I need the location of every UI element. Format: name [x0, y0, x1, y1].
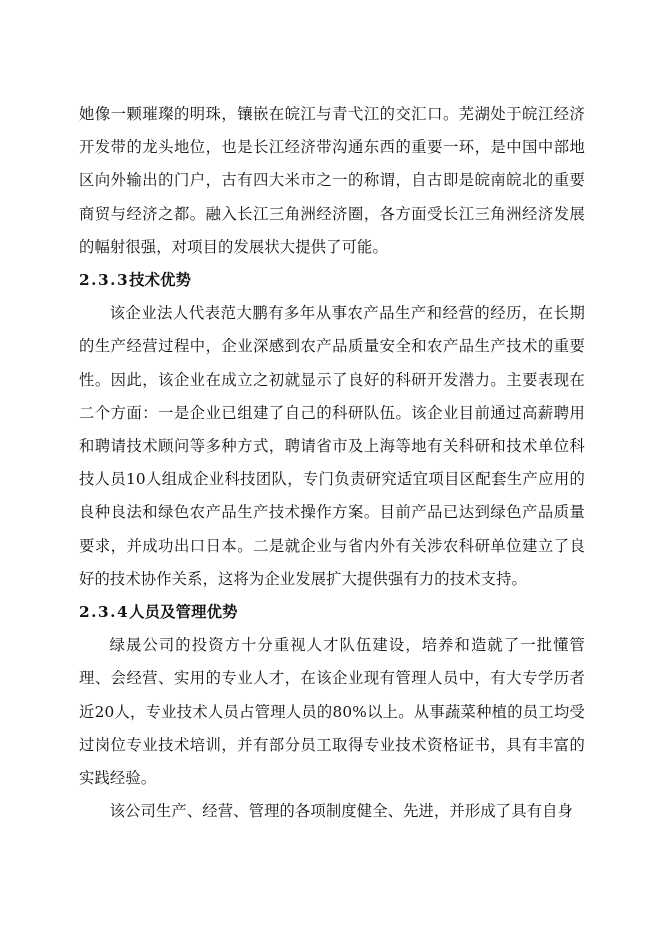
- paragraph-tech-advantage: 该企业法人代表范大鹏有多年从事农产品生产和经营的经历，在长期的生产经营过程中，企业深感到农产品质量安全和农产品生产技术的重要性。因此，该企业在成立之初就显示了良好的科研开发潜力。主要表现在二个方面：一是企业已组建了自己的科研队伍。该企业目前通过高薪聘用和聘请技术顾问等多种方式，聘请省市及上海等地有关科研和技术单位科技人员10人组成企业科技团队，专门负责研究适宜项目区配套生产应用的良种良法和绿色农产品生产技术操作方案。目前产品已达到绿色产品质量要求，并成功出口日本。二是就企业与省内外有关涉农科研单位建立了良好的技术协作关系，这将为企业发展扩大提供强有力的技术支持。: [79, 304, 585, 588]
- paragraph-wuhu-location: 她像一颗璀璨的明珠，镶嵌在皖江与青弋江的交汇口。芜湖处于皖江经济开发带的龙头地位，也是长江经济带沟通东西的重要一环，是中国中部地区向外输出的门户，古有四大米市之一的称谓，自古即是皖南皖北的重要商贸与经济之都。融入长江三角洲经济圈，各方面受长江三角洲经济发展的幅射很强，对项目的发展状大提供了可能。: [79, 105, 585, 256]
- section-title: 人员及管理优势: [129, 603, 238, 622]
- section-number: 2.3.4: [79, 603, 130, 622]
- document-body: [79, 98, 585, 828]
- paragraph-staff-advantage: 绿晟公司的投资方十分重视人才队伍建设，培养和造就了一批懂管理、会经营、实用的专业人才，在该企业现有管理人员中，有大专学历者近20人，专业技术人员占管理人员的80%以上。从事蔬菜种植的员工均受过岗位专业技术培训，并有部分员工取得专业技术资格证书，具有丰富的实践经验。: [79, 636, 585, 788]
- section-heading-tech: [79, 264, 585, 297]
- section-heading-staff: [79, 596, 585, 629]
- paragraph-management-system: 该公司生产、经营、管理的各项制度健全、先进，并形成了具有自身: [109, 802, 574, 821]
- section-title: 技术优势: [129, 271, 192, 290]
- section-number: 2.3.3: [79, 271, 130, 290]
